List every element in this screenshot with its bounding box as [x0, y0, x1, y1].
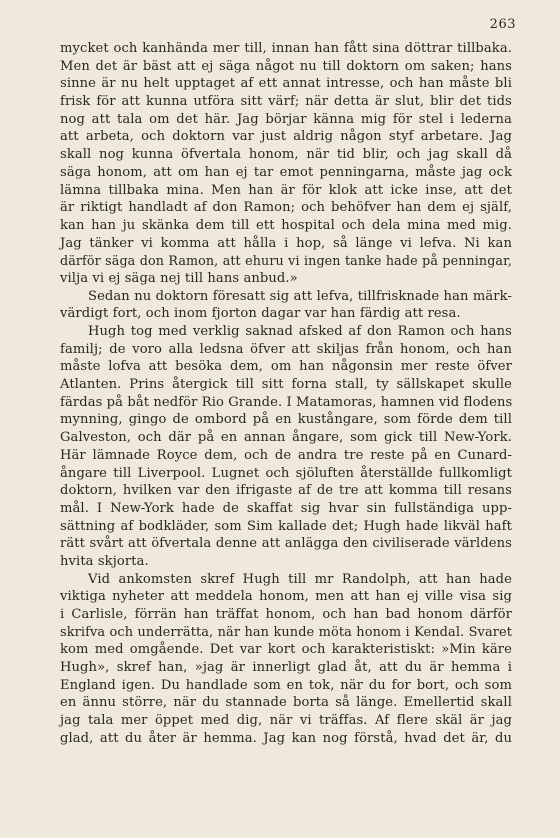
text-line: viktiga nyheter att meddela honom, men att han ej ville visa sig: [60, 589, 512, 605]
text-line: frisk för att kunna utföra sitt värf; när detta är slut, blir det tids: [60, 94, 512, 110]
text-line: kom med omgående. Det var kort och karakteristiskt: »Min käre: [60, 642, 512, 658]
body-text: [60, 40, 512, 748]
text-line: Men det är bäst att ej säga något nu till doktorn om saken; hans: [60, 58, 512, 74]
text-line: Här lämnade Royce dem, och de andra tre reste på en Cunard-: [60, 447, 512, 463]
text-line: Sedan nu doktorn föresatt sig att lefva, tillfrisknade han märk-: [88, 288, 512, 304]
text-line: vilja vi ej säga nej till hans anbud.»: [60, 270, 298, 286]
text-line: säga honom, att om han ej tar emot penningarna, måste jag ock: [60, 164, 512, 180]
text-line: sättning af bodkläder, som Sim kallade det; Hugh hade likväl haft: [60, 518, 512, 534]
text-line: mynning, gingo de ombord på en kustångare, som förde dem till: [60, 412, 512, 428]
text-line: är riktigt handladt af don Ramon; och behöfver han dem ej själf,: [60, 200, 512, 216]
text-line: kan han ju skänka dem till ett hospital och dela mina med mig.: [60, 217, 512, 233]
text-line: värdigt fort, och inom fjorton dagar var han färdig att resa.: [60, 306, 461, 322]
text-line: glad, att du åter är hemma. Jag kan nog förstå, hvad det är, du: [60, 730, 512, 746]
text-line: att arbeta, och doktorn var just aldrig någon styf arbetare. Jag: [60, 129, 512, 145]
text-line: Vid ankomsten skref Hugh till mr Randolph, att han hade: [88, 571, 512, 587]
text-line: skrifva och underrätta, när han kunde möta honom i Kendal. Svaret: [60, 624, 512, 640]
text-line: ångare till Liverpool. Lugnet och sjöluften återställde fullkomligt: [60, 465, 512, 481]
text-line: en ännu större, när du stannade borta så länge. Emellertid skall: [60, 695, 512, 711]
text-line: därför säga don Ramon, att ehuru vi ingen tanke hade på penningar,: [60, 253, 512, 269]
text-line: Hugh tog med verklig saknad afsked af don Ramon och hans: [88, 324, 512, 339]
text-line: Hugh», skref han, »jag är innerligt glad åt, att du är hemma i: [60, 660, 512, 676]
text-line: mål. I New-York hade de skaffat sig hvar sin fullständiga upp-: [60, 500, 512, 516]
text-line: nog att tala om det här. Jag börjar känna mig för stel i lederna: [60, 111, 512, 127]
text-line: måste lofva att besöka dem, om han någonsin mer reste öfver: [60, 359, 512, 375]
text-line: hvita skjorta.: [60, 553, 149, 569]
text-line: jag tala mer öppet med dig, när vi träffas. Af flere skäl är jag: [60, 713, 512, 729]
text-line: färdas på båt nedför Rio Grande. I Matamoras, hamnen vid flodens: [60, 394, 513, 410]
text-line: Jag tänker vi komma att hålla i hop, så länge vi lefva. Ni kan: [60, 235, 512, 251]
text-line: England igen. Du handlade som en tok, när du for bort, och som: [60, 677, 512, 693]
page-number: 263: [489, 17, 516, 32]
text-line: lämna tillbaka mina. Men han är för klok att icke inse, att det: [60, 182, 512, 198]
text-line: i Carlisle, förrän han träffat honom, och han bad honom därför: [60, 607, 512, 622]
text-line: skall nog kunna öfvertala honom, när tid blir, och jag skall då: [60, 147, 512, 163]
text-line: Galveston, och där på en annan ångare, som gick till New-York.: [60, 430, 512, 446]
text-line: doktorn, hvilken var den ifrigaste af de tre att komma till resans: [60, 483, 512, 499]
text-line: rätt svårt att öfvertala denne att anlägga den civiliserade världens: [60, 536, 512, 552]
text-line: mycket och kanhända mer till, innan han fått sina döttrar tillbaka.: [60, 41, 512, 56]
text-line: familj; de voro alla ledsna öfver att skiljas från honom, och han: [60, 341, 512, 357]
text-line: sinne är nu helt upptaget af ett annat intresse, och han måste bli: [60, 76, 512, 92]
text-line: Atlanten. Prins återgick till sitt forna stall, ty sällskapet skulle: [60, 377, 512, 393]
